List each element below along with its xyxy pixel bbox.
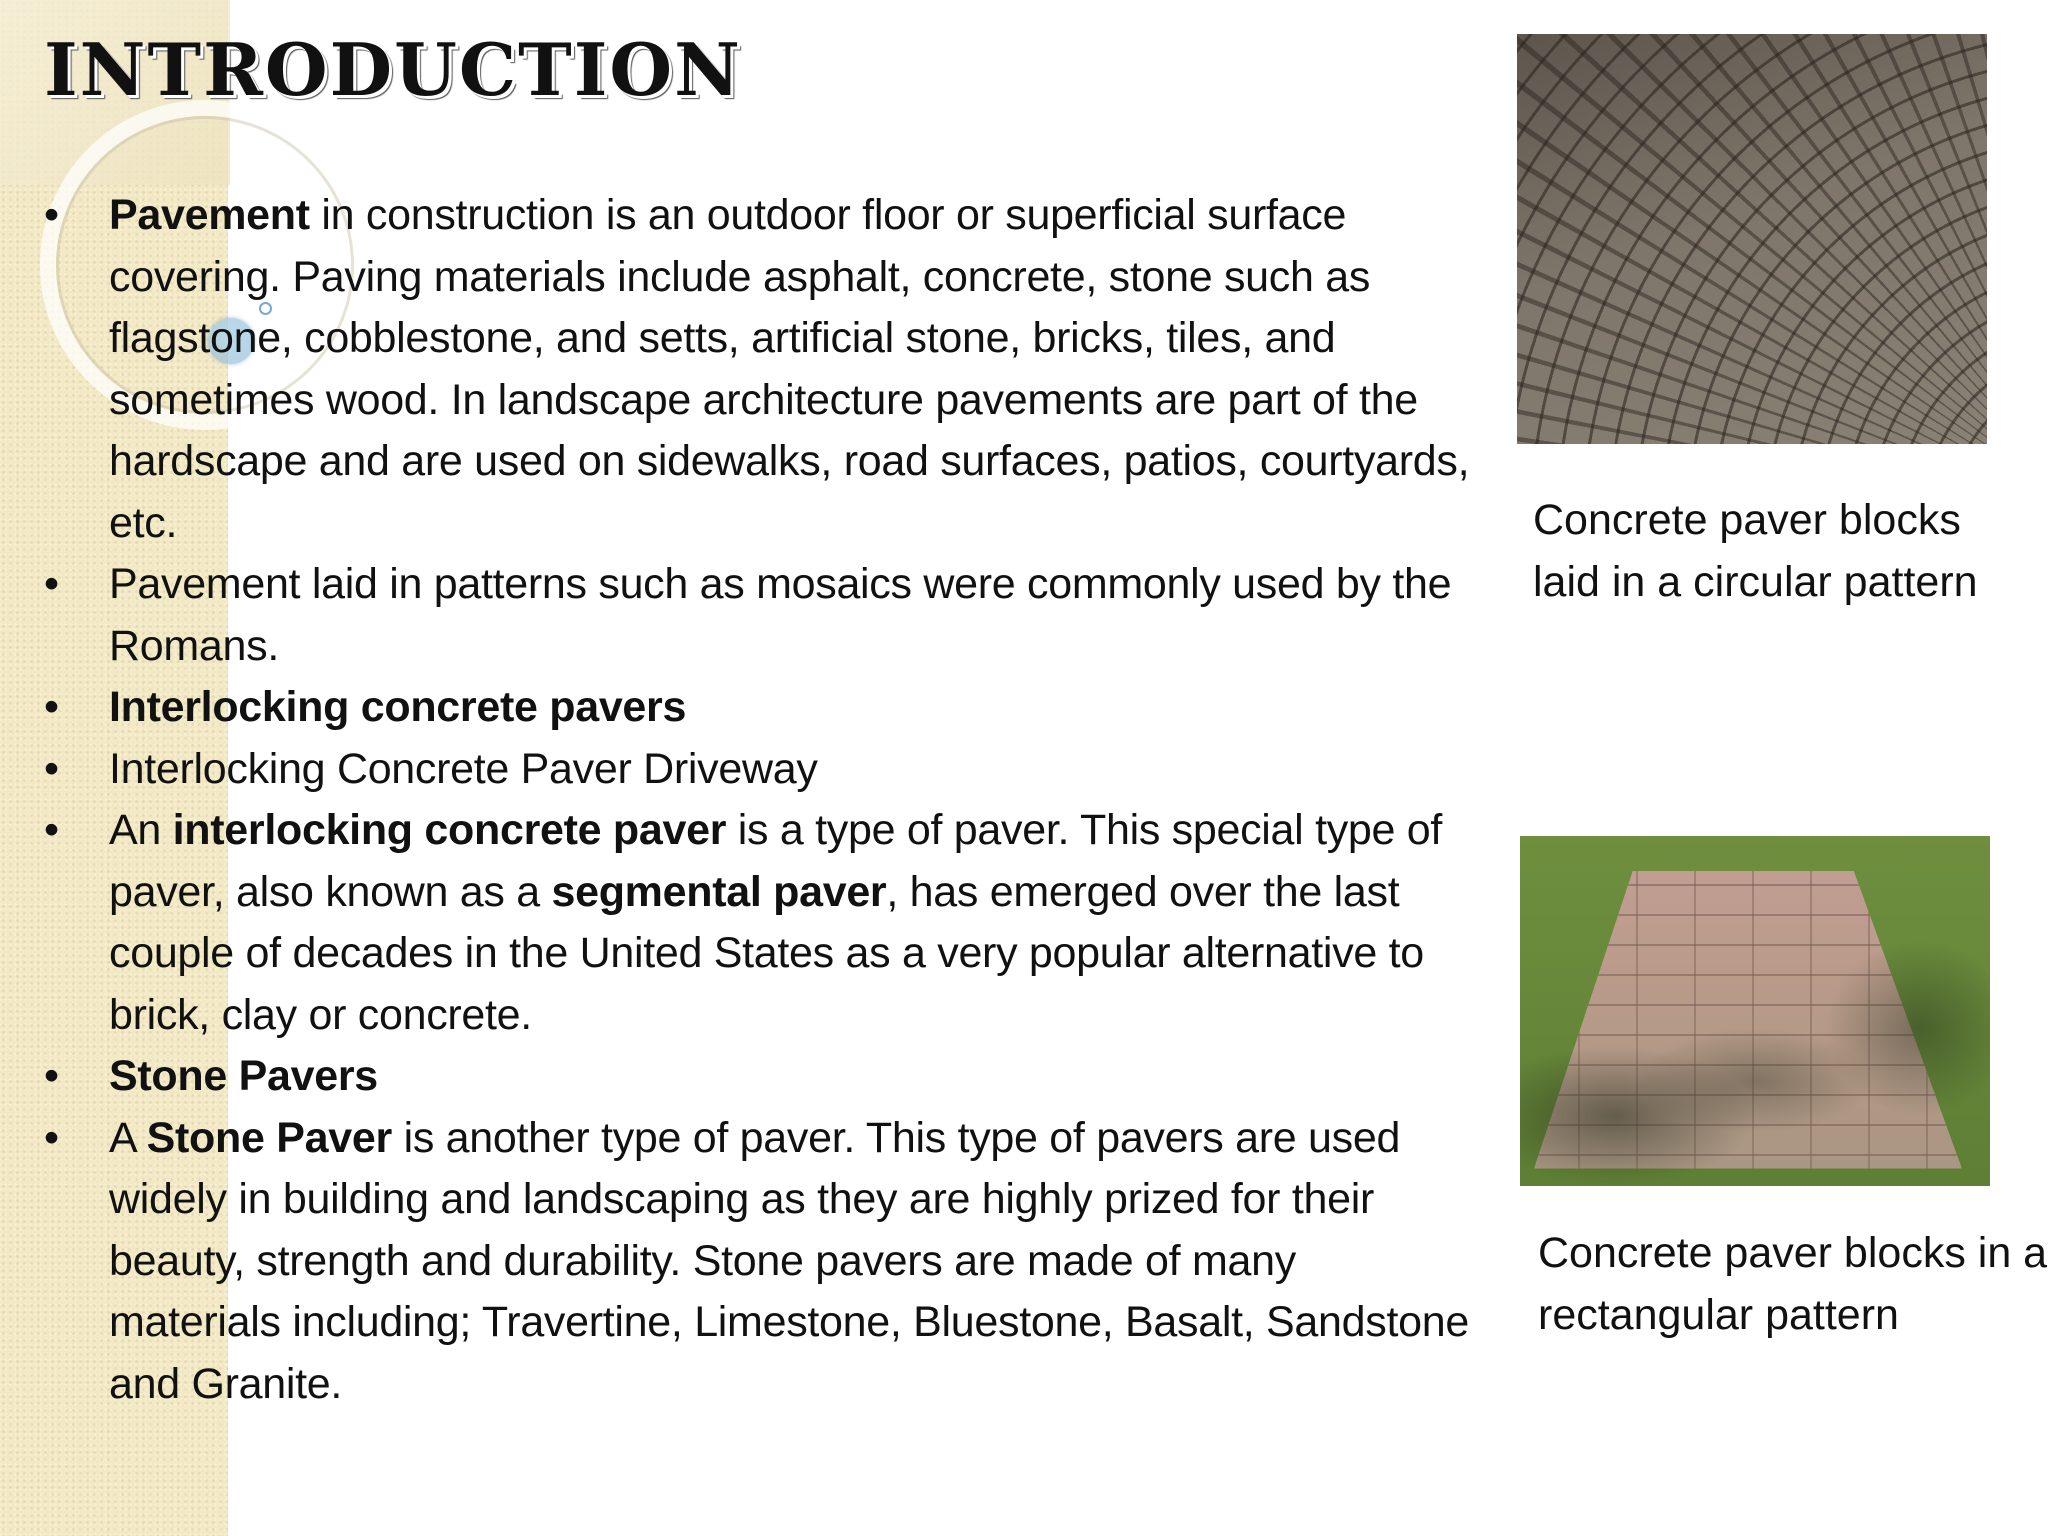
bullet-text: , has emerged over the last couple of decades in the United States as a very popular alternative to brick, clay or concrete. xyxy=(109,867,1424,1039)
bullet-text: is another type of paver. This type of pavers are used widely in building and landscaping as they are highly prized for their beauty, strength and durability. Stone pavers are made of many materials including; Travertine, Limestone, Bluestone, Basalt, Sandstone and Granite. xyxy=(109,1113,1469,1408)
bullet-item xyxy=(0,1046,1475,1108)
caption-circular-pattern: Concrete paver blocks laid in a circular pattern xyxy=(1533,496,1978,606)
bullet-text-bold: Stone Paver xyxy=(146,1113,392,1162)
caption-rectangular-pattern: Concrete paver blocks in a rectangular pattern xyxy=(1538,1229,2048,1339)
bullet-text-bold: Interlocking concrete pavers xyxy=(109,683,687,731)
bullet-text: Pavement laid in patterns such as mosaics were commonly used by the Romans. xyxy=(109,560,1452,670)
bullet-text: in construction is an outdoor floor or superficial surface covering. Paving materials include asphalt, concrete, stone such as flagstone, cobblestone, and setts, artificial stone, bricks, tiles, and sometimes wood. In landscape architecture pavements are part of the hardscape and are used on sidewalks, road surfaces, patios, courtyards, etc. xyxy=(109,191,1470,547)
bullet-text: is a type of paver. This special type of paver, also known as a xyxy=(109,806,1443,916)
bullet-text: An xyxy=(109,806,173,854)
bullet-item xyxy=(0,554,1475,677)
circular-paver-photo xyxy=(1517,34,1987,444)
bullet-text-bold: Stone Pavers xyxy=(109,1052,378,1100)
bullet-text-bold: Pavement xyxy=(109,191,310,239)
bullet-item xyxy=(0,739,1475,801)
tree-shadow xyxy=(1520,836,1990,1186)
bullet-text: Interlocking Concrete Paver Driveway xyxy=(109,744,818,793)
bullet-item xyxy=(0,800,1475,1046)
bullet-text-bold: interlocking concrete paver xyxy=(172,806,727,854)
bullet-text-bold: segmental paver xyxy=(551,867,887,916)
rectangular-paver-photo xyxy=(1520,836,1990,1186)
bullet-text: A xyxy=(109,1113,147,1162)
bullet-item xyxy=(0,185,1475,554)
slide-title: INTRODUCTION xyxy=(44,27,742,112)
bullet-item xyxy=(0,1108,1475,1416)
bullet-item xyxy=(0,677,1475,739)
bullet-list xyxy=(0,185,1475,1415)
